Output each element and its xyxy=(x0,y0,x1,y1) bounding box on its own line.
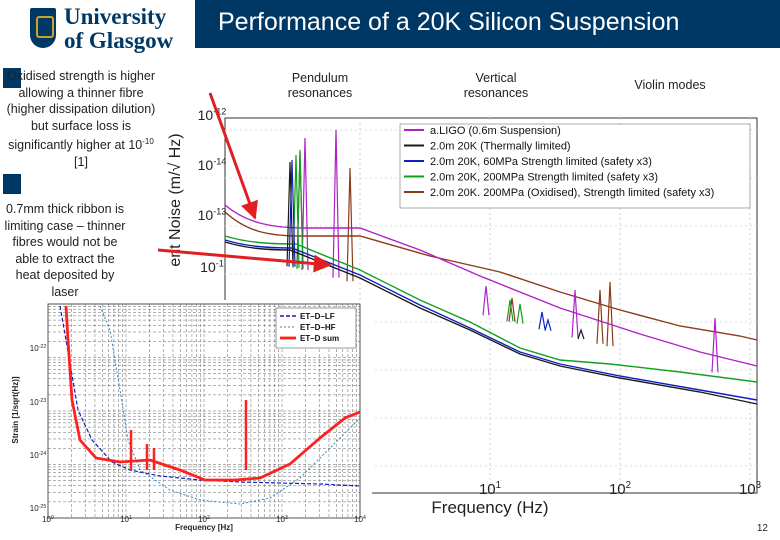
inset-chart xyxy=(0,300,372,540)
main-y-tick-label: $10^{-13}$ xyxy=(197,206,227,223)
main-legend-entry: 2.0m 20K, 200MPa Strength limited (safety x3) xyxy=(430,171,659,184)
inset-y-tick-label: $10^{-23}$ xyxy=(29,397,47,407)
main-y-tick-label: $10^{-1}$ xyxy=(200,258,224,275)
main-legend-entry: 2.0m 20K. 200MPa (Oxidised), Strength limited (safety x3) xyxy=(430,187,715,199)
logo-line1: University xyxy=(64,4,167,29)
inset-legend-entry: ET–D–LF xyxy=(300,312,335,321)
inset-y-axis-label: Strain [1/sqrt(Hz)] xyxy=(11,376,20,444)
inset-x-axis-label: Frequency [Hz] xyxy=(175,523,233,532)
inset-legend-entry: ET–D–HF xyxy=(300,323,336,332)
inset-y-tick-label: $10^{-22}$ xyxy=(29,343,47,353)
label-violin: Violin modes xyxy=(634,78,706,92)
logo-line2: of Glasgow xyxy=(64,28,174,53)
inset-x-tick-label: $10^2$ xyxy=(198,514,210,524)
note1-text: Oxidised strength is higher allowing a thinner fibre (higher dissipation dilution) but surface loss is significantly higher at 10 xyxy=(6,69,156,153)
page-number: 12 xyxy=(756,523,768,534)
main-y-ticks xyxy=(198,106,227,275)
inset-x-tick-label: $10^1$ xyxy=(120,514,132,524)
label-vertical: Vertical resonances xyxy=(463,71,529,100)
main-x-tick-label: $10^3$ xyxy=(738,480,762,498)
main-y-tick-label: $10^{-12}$ xyxy=(197,106,227,123)
main-legend-entry: a.LIGO (0.6m Suspension) xyxy=(430,125,561,137)
note1-reference: [1] xyxy=(74,154,88,169)
main-legend-entry: 2.0m 20K (Thermally limited) xyxy=(430,140,571,153)
note1-exponent: -10 xyxy=(142,137,154,146)
inset-x-tick-label: $10^0$ xyxy=(42,514,54,524)
main-x-tick-label: $10^2$ xyxy=(608,480,632,498)
inset-legend-entry: ET–D sum xyxy=(300,334,340,343)
main-y-axis-label: ent Noise (m/√ Hz) xyxy=(167,133,184,267)
main-x-axis-label: Frequency (Hz) xyxy=(431,498,549,517)
inset-y-tick-label: $10^{-24}$ xyxy=(29,450,47,460)
inset-y-tick-label: $10^{-25}$ xyxy=(29,503,47,513)
inset-legend xyxy=(280,312,339,343)
page-title: Performance of a 20K Silicon Suspension xyxy=(218,8,680,36)
inset-x-tick-label: $10^4$ xyxy=(354,514,366,524)
note-ribbon: 0.7mm thick ribbon is limiting case – thinner fibres would not be able to extract the heat deposited by laser xyxy=(4,202,126,299)
label-pendulum: Pendulum resonances xyxy=(287,71,353,100)
main-y-tick-label: $10^{-14}$ xyxy=(197,156,227,173)
inset-x-tick-label: $10^3$ xyxy=(276,514,288,524)
main-legend-entry: 2.0m 20K, 60MPa Strength limited (safety x3) xyxy=(430,156,652,168)
main-x-tick-label: $10^1$ xyxy=(478,480,502,498)
